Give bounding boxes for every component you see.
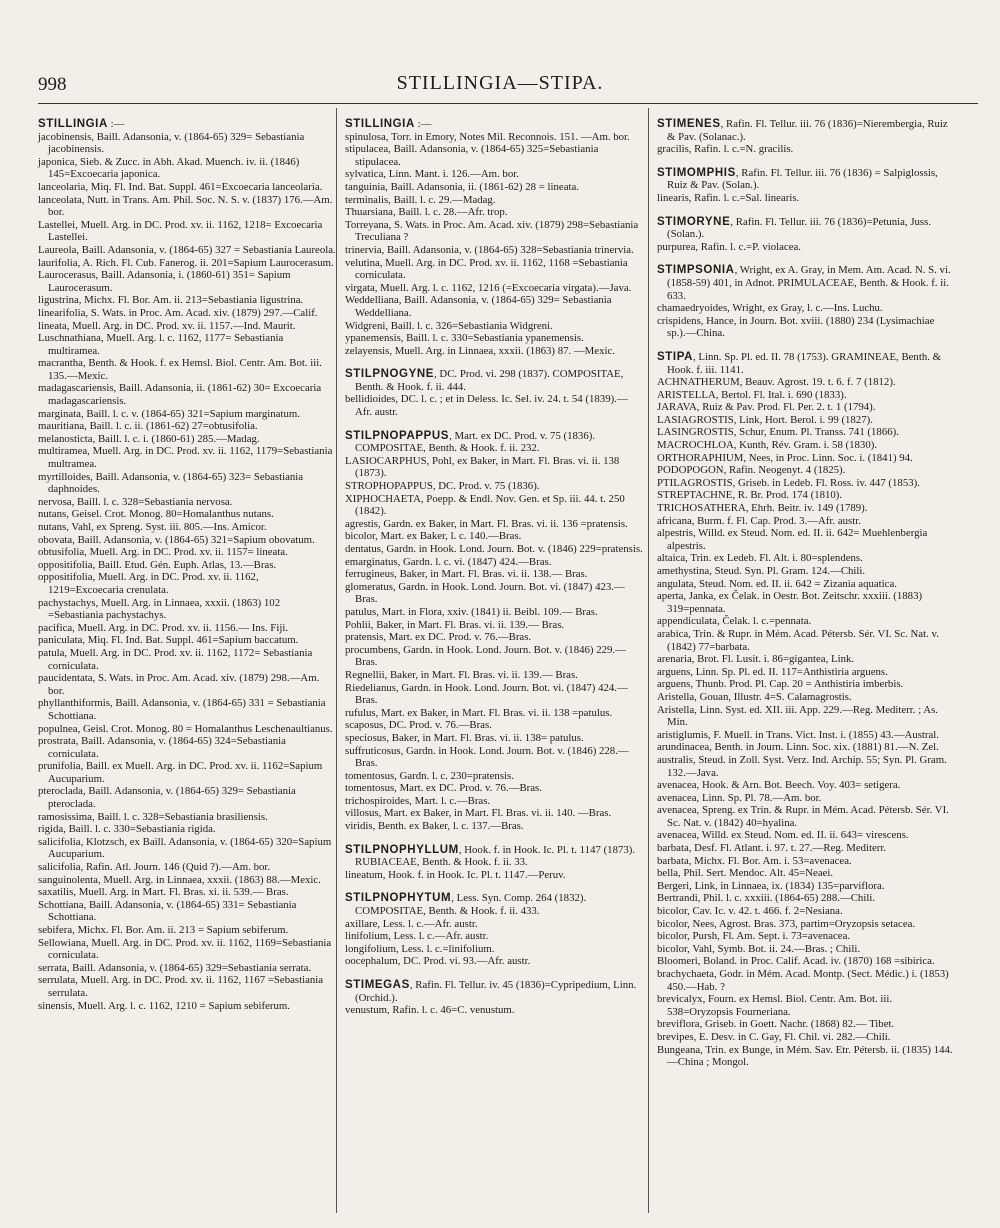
- species-entry: sylvatica, Linn. Mant. i. 126.—Am. bor.: [345, 168, 519, 181]
- species-entry: obovata, Baill. Adansonia, v. (1864-65) 321=Sapium obovatum.: [38, 533, 315, 546]
- genus-heading: STIMOMPHIS, Rafin. Fl. Tellur. iii. 76 (1836) = Salpiglossis, Ruiz & Pav. (Solan.).: [657, 166, 938, 192]
- species-entry: bellidioides, DC. l. c. ; et in Deless. Ic. Sel. iv. 24. t. 54 (1839).—Afr. austr.: [345, 393, 628, 419]
- species-entry: patulus, Mart. in Flora, xxiv. (1841) ii. Beibl. 109.— Bras.: [345, 605, 598, 618]
- column-1: [38, 118, 336, 1012]
- running-title: STILLINGIA—STIPA.: [396, 72, 604, 94]
- species-entry: ACHNATHERUM, Beauv. Agrost. 19. t. 6. f. 7 (1812).: [657, 376, 896, 389]
- species-entry: JARAVA, Ruiz & Pav. Prod. Fl. Per. 2. t. 1 (1794).: [657, 401, 876, 414]
- species-entry: lanceolata, Nutt. in Trans. Am. Phil. Soc. N. S. v. (1837) 176.—Am. bor.: [38, 193, 333, 219]
- species-entry: breviflora, Griseb. in Goett. Nachr. (1868) 82.— Tibet.: [657, 1018, 895, 1031]
- species-entry: ligustrina, Michx. Fl. Bor. Am. ii. 213=Sebastiania ligustrina.: [38, 294, 304, 307]
- species-entry: arguens, Thunb. Prod. Pl. Cap. 20 = Anthistiria imberbis.: [657, 678, 904, 691]
- genus-heading: STILPNOPHYTUM, Less. Syn. Comp. 264 (1832). COMPOSITAE, Benth. & Hook. f. ii. 433.: [345, 892, 587, 918]
- species-entry: trinervia, Baill. Adansonia, v. (1864-65) 328=Sebastiania trinervia.: [345, 243, 634, 256]
- genus-block: [345, 844, 643, 882]
- species-entry: longifolium, Less. l. c.=linifolium.: [345, 942, 495, 955]
- species-entry: Sellowiana, Muell. Arg. in DC. Prod. xv. ii. 1162, 1169=Sebastiania corniculata.: [38, 936, 332, 962]
- genus-heading: STILPNOGYNE, DC. Prod. vi. 298 (1837). COMPOSITAE, Benth. & Hook. f. ii. 444.: [345, 368, 624, 393]
- species-entry: tomentosus, Gardn. l. c. 230=pratensis.: [345, 769, 514, 782]
- genus-heading: STIMORYNE, Rafin. Fl. Tellur. iii. 76 (1836)=Petunia, Juss. (Solan.).: [657, 215, 932, 241]
- species-entry: agrestis, Gardn. ex Baker, in Mart. Fl. Bras. vi. ii. 136 =pratensis.: [345, 517, 628, 530]
- column-3: [657, 118, 955, 1069]
- species-entry: LASIAGROSTIS, Link, Hort. Berol. i. 99 (1827).: [657, 413, 873, 426]
- genus-block: [345, 979, 643, 1017]
- species-entry: tomentosus, Mart. ex DC. Prod. v. 76.—Bras.: [345, 782, 542, 795]
- genus-heading: STIMEGAS, Rafin. Fl. Tellur. iv. 45 (1836)=Cypripedium, Linn. (Orchid.).: [345, 979, 637, 1004]
- species-entry: populnea, Geisl. Crot. Monog. 80 = Homalanthus Leschenaultianus.: [38, 722, 333, 735]
- genus-block: [345, 118, 643, 357]
- species-entry: avenacea, Spreng. ex Trin. & Rupr. in Mém. Acad. Pétersb. Sér. VI. Sc. Nat. v. (1842) 40=hyalina.: [657, 804, 949, 829]
- species-entry: serrulata, Muell. Arg. in DC. Prod. xv. ii. 1162, 1167 =Sebastiania serrulata.: [38, 974, 324, 999]
- species-entry: Bertrandi, Phil. l. c. xxxiii. (1864-65) 288.—Chili.: [657, 892, 876, 905]
- species-entry: alpestris, Willd. ex Steud. Nom. ed. II. ii. 642= Muehlenbergia alpestris.: [657, 527, 928, 552]
- species-entry: Torreyana, S. Wats. in Proc. Am. Acad. xiv. (1879) 298=Sebastiania Treculiana ?: [345, 218, 639, 244]
- species-entry: jacobinensis, Baill. Adansonia, v. (1864-65) 329= Sebastiania jacobinensis.: [38, 130, 305, 156]
- species-entry: amethystina, Steud. Syn. Pl. Gram. 124.—Chili.: [657, 565, 866, 577]
- species-entry: Lastellei, Muell. Arg. in DC. Prod. xv. ii. 1162, 1218= Excoecaria Lastellei.: [38, 218, 323, 244]
- species-entry: spinulosa, Torr. in Emory, Notes Mil. Reconnois. 151. —Am. bor.: [345, 130, 630, 143]
- species-entry: bicolor, Nees, Agrost. Bras. 373, partim=Oryzopsis setacea.: [657, 917, 916, 930]
- column-divider: [336, 108, 337, 1213]
- species-entry: glomeratus, Gardn. in Hook. Lond. Journ. Bot. vi. (1847) 423.—Bras.: [345, 580, 625, 606]
- species-entry: nervosa, Baill. l. c. 328=Sebastiania nervosa.: [38, 495, 233, 508]
- genus-block: [657, 118, 955, 156]
- species-entry: patula, Muell. Arg. in DC. Prod. xv. ii. 1162, 1172= Sebastiania corniculata.: [38, 646, 313, 672]
- genus-block: [657, 167, 955, 205]
- species-entry: Laureola, Baill. Adansonia, v. (1864-65) 327 = Sebastiania Laureola.: [38, 243, 336, 256]
- species-entry: PODOPOGON, Rafin. Neogenyt. 4 (1825).: [657, 464, 846, 477]
- species-entry: linearifolia, S. Wats. in Proc. Am. Acad. xiv. (1879) 297.—Calif.: [38, 306, 318, 319]
- species-entry: purpurea, Rafin. l. c.=P. violacea.: [657, 240, 802, 253]
- species-entry: Aristella, Gouan, Illustr. 4=S. Calamagrostis.: [657, 690, 852, 703]
- species-entry: terminalis, Baill. l. c. 29.—Madag.: [345, 193, 496, 206]
- species-entry: Weddelliana, Baill. Adansonia, v. (1864-65) 329= Sebastiania Weddelliana.: [345, 294, 612, 319]
- species-entry: virgata, Muell. Arg. l. c. 1162, 1216 (=Excoecaria virgata).—Java.: [345, 281, 632, 294]
- species-entry: lineata, Muell. Arg. in DC. Prod. xv. ii. 1157.—Ind. Maurit.: [38, 319, 296, 332]
- species-entry: nutans, Geisel. Crot. Monog. 80=Homalanthus nutans.: [38, 508, 274, 521]
- species-entry: multiramea, Muell. Arg. in DC. Prod. xv. ii. 1162, 1179=Sebastiania multramea.: [38, 445, 333, 471]
- species-entry: gracilis, Rafin. l. c.=N. gracilis.: [657, 143, 794, 156]
- species-entry: arundinacea, Benth. in Journ. Linn. Soc. xix. (1881) 81.—N. Zel.: [657, 741, 939, 754]
- species-entry: Pohlii, Baker, in Mart. Fl. Bras. vi. ii. 139.— Bras.: [345, 618, 565, 631]
- genus-block: [345, 368, 643, 418]
- page-number: 998: [38, 74, 67, 95]
- species-entry: bicolor, Vahl, Symb. Bot. ii. 24.—Bras. ; Chili.: [657, 942, 861, 955]
- species-entry: oppositifolia, Muell. Arg. in DC. Prod. xv. ii. 1162, 1219=Excoecaria crenulata.: [38, 571, 259, 596]
- species-entry: STREPTACHNE, R. Br. Prod. 174 (1810).: [657, 489, 843, 502]
- species-entry: oocephalum, DC. Prod. vi. 93.—Afr. austr.: [345, 955, 531, 968]
- species-entry: Bloomeri, Boland. in Proc. Calif. Acad. iv. (1870) 168 =sibirica.: [657, 955, 935, 968]
- species-entry: barbata, Michx. Fl. Bor. Am. i. 53=avenacea.: [657, 854, 852, 867]
- species-entry: Widgreni, Baill. l. c. 326=Sebastiania Widgreni.: [345, 319, 553, 332]
- genus-block: [657, 216, 955, 254]
- species-entry: salicifolia, Rafin. Atl. Journ. 146 (Quid ?).—Am. bor.: [38, 861, 271, 874]
- species-entry: arguens, Linn. Sp. Pl. ed. II. 117=Anthistiria arguens.: [657, 665, 888, 678]
- column-divider: [648, 108, 649, 1213]
- species-entry: aristiglumis, F. Muell. in Trans. Vict. Inst. i. (1855) 43.—Austral.: [657, 728, 940, 741]
- species-entry: chamaedryoides, Wright, ex Gray, l. c.—Ins. Luchu.: [657, 302, 883, 315]
- species-entry: trichospiroides, Mart. l. c.—Bras.: [345, 794, 491, 807]
- genus-heading: STILLINGIA :—: [38, 118, 125, 130]
- species-entry: macrantha, Benth. & Hook. f. ex Hemsl. Biol. Centr. Am. Bot. iii. 135.—Mexic.: [38, 357, 322, 382]
- species-entry: brachychaeta, Godr. in Mém. Acad. Montp. (Sect. Médic.) i. (1853) 450.—Hab. ?: [657, 968, 949, 993]
- species-entry: barbata, Desf. Fl. Atlant. i. 97. t. 27.—Reg. Mediterr.: [657, 842, 887, 855]
- species-entry: ARISTELLA, Bertol. Fl. Ital. i. 690 (1833).: [657, 388, 847, 401]
- species-entry: prostrata, Baill. Adansonia, v. (1864-65) 324=Sebastiania corniculata.: [38, 735, 286, 760]
- species-entry: Bungeana, Trin. ex Bunge, in Mém. Sav. Etr. Pétersb. ii. (1835) 144.—China ; Mongol.: [657, 1043, 953, 1069]
- species-entry: Luschnathiana, Muell. Arg. l. c. 1162, 1177= Sebastiania multiramea.: [38, 332, 284, 357]
- species-entry: linearis, Rafin. l. c.=Sal. linearis.: [657, 191, 800, 204]
- species-entry: Thuarsiana, Baill. l. c. 28.—Afr. trop.: [345, 206, 508, 219]
- species-entry: bicolor, Cav. Ic. v. 42. t. 466. f. 2=Nesiana.: [657, 905, 843, 918]
- species-entry: axillare, Less. l. c.—Afr. austr.: [345, 917, 478, 930]
- species-entry: laurifolia, A. Rich. Fl. Cub. Fanerog. ii. 201=Sapium Laurocerasum.: [38, 256, 334, 269]
- genus-heading: STILLINGIA :—: [345, 118, 432, 130]
- species-entry: pachystachys, Muell. Arg. in Linnaea, xxxii. (1863) 102 =Sebastiania pachystachys.: [38, 596, 281, 622]
- genus-block: [657, 351, 955, 1069]
- genus-heading: STIMENES, Rafin. Fl. Tellur. iii. 76 (1836)=Nierembergia, Ruiz & Pav. (Solanac.).: [657, 118, 948, 143]
- genus-heading: STILPNOPHYLLUM, Hook. f. in Hook. Ic. Pl. t. 1147 (1873). RUBIACEAE, Benth. & Hook. f. ii. 33.: [345, 843, 636, 869]
- species-entry: emarginatus, Gardn. l. c. vi. (1847) 424.—Bras.: [345, 555, 552, 568]
- species-entry: sinensis, Muell. Arg. l. c. 1162, 1210 = Sapium sebiferum.: [38, 999, 291, 1012]
- species-entry: STROPHOPAPPUS, DC. Prod. v. 75 (1836).: [345, 480, 540, 493]
- species-entry: PTILAGROSTIS, Griseb. in Ledeb. Fl. Ross. iv. 447 (1853).: [657, 476, 920, 489]
- species-entry: ferrugineus, Baker, in Mart. Fl. Bras. vi. ii. 138.— Bras.: [345, 568, 588, 581]
- species-entry: lanceolaria, Miq. Fl. Ind. Bat. Suppl. 461=Excoecaria lanceolaria.: [38, 180, 323, 193]
- species-entry: crispidens, Hance, in Journ. Bot. xviii. (1880) 234 (Lysimachiae sp.).—China.: [657, 314, 935, 340]
- species-entry: XIPHOCHAETA, Poepp. & Endl. Nov. Gen. et Sp. iii. 44. t. 250 (1842).: [345, 492, 625, 518]
- species-entry: serrata, Baill. Adansonia, v. (1864-65) 329=Sebastiania serrata.: [38, 961, 312, 974]
- species-entry: altaica, Trin. ex Ledeb. Fl. Alt. i. 80=splendens.: [657, 552, 863, 565]
- genus-block: [345, 892, 643, 968]
- species-entry: dentatus, Gardn. in Hook. Lond. Journ. Bot. v. (1846) 229=pratensis.: [345, 543, 643, 555]
- species-entry: linifolium, Less. l. c.—Afr. austr.: [345, 930, 489, 943]
- species-entry: Aristella, Linn. Syst. ed. XII. iii. App. 229.—Reg. Mediterr. ; As. Min.: [657, 703, 938, 729]
- species-entry: rufulus, Mart. ex Baker, in Mart. Fl. Bras. vi. ii. 138 =patulus.: [345, 706, 613, 719]
- species-entry: obtusifolia, Muell. Arg. in DC. Prod. xv. ii. 1157= lineata.: [38, 546, 288, 559]
- species-entry: zelayensis, Muell. Arg. in Linnaea, xxxii. (1863) 87. —Mexic.: [345, 344, 615, 357]
- species-entry: Regnellii, Baker, in Mart. Fl. Bras. vi. ii. 139.— Bras.: [345, 668, 578, 681]
- species-entry: bella, Phil. Sert. Mendoc. Alt. 45=Neaei.: [657, 867, 834, 880]
- species-entry: salicifolia, Klotzsch, ex Baill. Adansonia, v. (1864-65) 320=Sapium Aucuparium.: [38, 835, 332, 861]
- genus-block: [345, 430, 643, 833]
- species-entry: africana, Burm. f. Fl. Cap. Prod. 3.—Afr. austr.: [657, 514, 861, 527]
- species-entry: prunifolia, Baill. ex Muell. Arg. in DC. Prod. xv. ii. 1162=Sapium Aucuparium.: [38, 760, 323, 785]
- species-entry: sebifera, Michx. Fl. Bor. Am. ii. 213 = Sapium sebiferum.: [38, 924, 289, 936]
- species-entry: brevicalyx, Fourn. ex Hemsl. Biol. Centr. Am. Bot. iii. 538=Oryzopsis Fourneriana.: [657, 993, 893, 1018]
- species-entry: velutina, Muell. Arg. in DC. Prod. xv. ii. 1162, 1168 =Sebastiania corniculata.: [345, 256, 628, 282]
- species-entry: marginata, Baill. l. c. v. (1864-65) 321=Sapium marginatum.: [38, 407, 300, 420]
- species-entry: viridis, Benth. ex Baker, l. c. 137.—Bras.: [345, 820, 524, 833]
- species-entry: ypanemensis, Baill. l. c. 330=Sebastiania ypanemensis.: [345, 332, 584, 345]
- species-entry: tanguinia, Baill. Adansonia, ii. (1861-62) 28 = lineata.: [345, 180, 579, 193]
- species-entry: arenaria, Brot. Fl. Lusit. i. 86=gigantea, Link.: [657, 653, 855, 666]
- species-entry: pacifica, Muell. Arg. in DC. Prod. xv. ii. 1156.— Ins. Fiji.: [38, 621, 289, 634]
- species-entry: procumbens, Gardn. in Hook. Lond. Journ. Bot. v. (1846) 229.—Bras.: [345, 643, 626, 669]
- genus-block: [657, 264, 955, 340]
- species-entry: arabica, Trin. & Rupr. in Mém. Acad. Pétersb. Sér. VI. Sc. Nat. v. (1842) 77=barbata.: [657, 627, 939, 653]
- species-entry: pteroclada, Baill. Adansonia, v. (1864-65) 329= Sebastiania pteroclada.: [38, 785, 296, 811]
- species-entry: bicolor, Pursh, Fl. Am. Sept. i. 73=avenacea.: [657, 930, 851, 943]
- species-entry: venustum, Rafin. l. c. 46=C. venustum.: [345, 1004, 515, 1017]
- species-entry: stipulacea, Baill. Adansonia, v. (1864-65) 325=Sebastiania stipulacea.: [345, 143, 599, 168]
- species-entry: LASIOCARPHUS, Pohl, ex Baker, in Mart. Fl. Bras. vi. ii. 138 (1873).: [345, 454, 620, 480]
- species-entry: appendiculata, Čelak. l. c.=pennata.: [657, 615, 812, 628]
- species-entry: angulata, Steud. Nom. ed. II. ii. 642 = Zizania aquatica.: [657, 577, 897, 590]
- species-entry: ramosissima, Baill. l. c. 328=Sebastiania brasiliensis.: [38, 810, 268, 823]
- species-entry: phyllanthiformis, Baill. Adansonia, v. (1864-65) 331 = Sebastiania Schottiana.: [38, 697, 326, 722]
- species-entry: bicolor, Mart. ex Baker, l. c. 140.—Bras.: [345, 530, 522, 543]
- genus-block: [38, 118, 336, 1012]
- species-entry: Schottiana, Baill. Adansonia, v. (1864-65) 331= Sebastiania Schottiana.: [38, 898, 297, 924]
- species-entry: MACROCHLOA, Kunth, Rév. Gram. i. 58 (1830).: [657, 439, 878, 452]
- species-entry: rigida, Baill. l. c. 330=Sebastiania rigida.: [38, 823, 216, 836]
- species-entry: madagascariensis, Baill. Adansonia, ii. (1861-62) 30= Excoecaria madagascariensis.: [38, 382, 322, 408]
- genus-heading: STIMPSONIA, Wright, ex A. Gray, in Mem. Am. Acad. N. S. vi. (1858-59) 401, in Adnot. PRIMULACEAE, Benth. & Hook. f. ii. 633.: [657, 264, 951, 302]
- species-entry: saxatilis, Muell. Arg. in Mart. Fl. Bras. xi. ii. 539.— Bras.: [38, 886, 289, 899]
- species-entry: pratensis, Mart. ex DC. Prod. v. 76.—Bras.: [345, 631, 532, 644]
- header-rule: [38, 103, 978, 104]
- species-entry: melanosticta, Baill. l. c. i. (1860-61) 285.—Madag.: [38, 432, 260, 445]
- genus-heading: STIPA, Linn. Sp. Pl. ed. II. 78 (1753). GRAMINEAE, Benth. & Hook. f. iii. 1141.: [657, 350, 942, 376]
- species-entry: avenacea, Linn. Sp. Pl. 78.—Am. bor.: [657, 791, 822, 804]
- species-entry: scaposus, DC. Prod. v. 76.—Bras.: [345, 719, 492, 732]
- species-entry: Laurocerasus, Baill. Adansonia, i. (1860-61) 351= Sapium Laurocerasum.: [38, 269, 291, 294]
- species-entry: Riedelianus, Gardn. in Hook. Lond. Journ. Bot. vi. (1847) 424.—Bras.: [345, 681, 628, 707]
- species-entry: australis, Steud. in Zoll. Syst. Verz. Ind. Archip. 55; Syn. Pl. Gram. 132.—Java.: [657, 753, 947, 779]
- species-entry: brevipes, E. Desv. in C. Gay, Fl. Chil. vi. 282.—Chili.: [657, 1030, 891, 1043]
- species-entry: paucidentata, S. Wats. in Proc. Am. Acad. xiv. (1879) 298.—Am. bor.: [38, 672, 320, 697]
- species-entry: mauritiana, Baill. l. c. ii. (1861-62) 27=obtusifolia.: [38, 420, 258, 433]
- species-entry: ORTHORAPHIUM, Nees, in Proc. Linn. Soc. i. (1841) 94.: [657, 451, 913, 464]
- column-2: [345, 118, 643, 1017]
- species-entry: myrtilloides, Baill. Adansonia, v. (1864-65) 323= Sebastiania daphnoides.: [38, 470, 304, 496]
- species-entry: LASINGROSTIS, Schur, Enum. Pl. Transs. 741 (1866).: [657, 426, 899, 439]
- species-entry: TRICHOSATHERA, Ehrh. Beitr. iv. 149 (1789).: [657, 502, 868, 515]
- species-entry: nutans, Vahl, ex Spreng. Syst. iii. 805.—Ins. Amicor.: [38, 521, 267, 533]
- genus-heading: STILPNOPAPPUS, Mart. ex DC. Prod. v. 75 (1836). COMPOSITAE, Benth. & Hook. f. ii. 232.: [345, 429, 596, 455]
- species-entry: aperta, Janka, ex Čelak. in Oestr. Bot. Zeitschr. xxxiii. (1883) 319=pennata.: [657, 590, 923, 615]
- species-entry: villosus, Mart. ex Baker, in Mart. Fl. Bras. vi. ii. 140. —Bras.: [345, 807, 612, 820]
- species-entry: japonica, Sieb. & Zucc. in Abh. Akad. Muench. iv. ii. (1846) 145=Excoecaria japonica.: [38, 155, 300, 181]
- species-entry: speciosus, Baker, in Mart. Fl. Bras. vi. ii. 138= patulus.: [345, 731, 584, 744]
- species-entry: sanguinolenta, Muell. Arg. in Linnaea, xxxii. (1863) 88.—Mexic.: [38, 873, 321, 886]
- species-entry: avenacea, Willd. ex Steud. Nom. ed. II. ii. 643= virescens.: [657, 829, 909, 842]
- species-entry: paniculata, Miq. Fl. Ind. Bat. Suppl. 461=Sapium baccatum.: [38, 634, 299, 647]
- species-entry: avenacea, Hook. & Arn. Bot. Beech. Voy. 403= setigera.: [657, 779, 901, 792]
- species-entry: lineatum, Hook. f. in Hook. Ic. Pl. t. 1147.—Peruv.: [345, 868, 566, 881]
- species-entry: Bergeri, Link, in Linnaea, ix. (1834) 135=parviflora.: [657, 879, 885, 892]
- species-entry: oppositifolia, Baill. Etud. Gén. Euph. Atlas, 13.—Bras.: [38, 558, 277, 571]
- species-entry: suffruticosus, Gardn. in Hook. Lond. Journ. Bot. v. (1846) 228.—Bras.: [345, 744, 629, 770]
